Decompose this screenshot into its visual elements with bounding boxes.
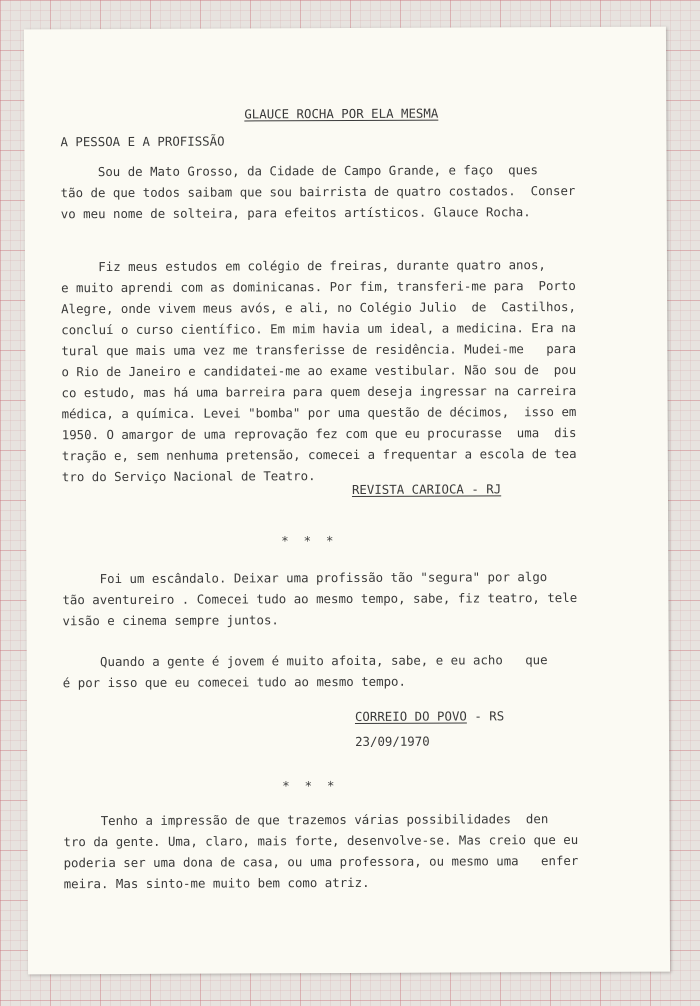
- separator-stars: * * *: [281, 533, 334, 549]
- paragraph-line: Foi um escândalo. Deixar uma profissão tão "segura" por algo: [62, 569, 548, 587]
- paragraph-line: vo meu nome de solteira, para efeitos artísticos. Glauce Rocha.: [60, 204, 531, 222]
- paragraph-line: o Rio de Janeiro e candidatei-me ao exame vestibular. Não sou de pou: [61, 361, 577, 380]
- section-heading: A PESSOA E A PROFISSÃO: [60, 133, 225, 150]
- document-title: GLAUCE ROCHA POR ELA MESMA: [244, 105, 439, 122]
- paragraph-line: tão aventureiro . Comecei tudo ao mesmo tempo, sabe, fiz teatro, tele: [62, 589, 578, 608]
- paragraph-line: tro do Serviço Nacional de Teatro.: [61, 468, 316, 485]
- paragraph-line: 1950. O amargor de uma reprovação fez com que eu procurasse uma dis: [61, 424, 577, 443]
- separator-stars: * * *: [282, 778, 335, 794]
- paragraph-line: Tenho a impressão de que trazemos várias possibilidades den: [63, 811, 549, 829]
- source-correio-do-povo: [355, 710, 504, 723]
- paragraph-line: tro da gente. Uma, claro, mais forte, desenvolve-se. Mas creio que eu: [63, 831, 579, 850]
- paragraph-line: é por isso que eu comecei tudo ao mesmo tempo.: [62, 673, 406, 691]
- paragraph-line: meira. Mas sinto-me muito bem como atriz.: [63, 874, 370, 892]
- source-date: 23/09/1970: [355, 733, 430, 749]
- paragraph-line: concluí o curso científico. Em mim havia um ideal, a medicina. Era na: [61, 319, 577, 338]
- document-page: [24, 27, 670, 975]
- source-revista-carioca: REVISTA CARIOCA - RJ: [351, 481, 502, 497]
- source-name: CORREIO DO POVO: [354, 708, 467, 724]
- paragraph-line: Alegre, onde vivem meus avós, e ali, no Colégio Julio de Castilhos,: [61, 298, 576, 317]
- source-state: - RS: [466, 708, 505, 724]
- paragraph-line: Sou de Mato Grosso, da Cidade de Campo Grande, e faço ques: [60, 162, 539, 180]
- paragraph-line: co estudo, mas há uma barreira para quem deseja ingressar na carreira: [61, 382, 577, 401]
- paragraph-line: Fiz meus estudos em colégio de freiras, durante quatro anos,: [60, 257, 546, 275]
- paragraph-line: tração e, sem nenhuma pretensão, comecei a frequentar a escola de tea: [61, 445, 577, 464]
- paragraph-line: e muito aprendi com as dominicanas. Por fim, transferi-me para Porto: [61, 277, 576, 296]
- paragraph-line: tural que mais uma vez me transferisse de residência. Mudei-me para: [61, 340, 577, 359]
- paragraph-line: tão de que todos saibam que sou bairrista de quatro costados. Conser: [60, 183, 576, 201]
- paragraph-line: Quando a gente é jovem é muito afoita, sabe, e eu acho que: [62, 652, 548, 670]
- paragraph-line: poderia ser uma dona de casa, ou uma professora, ou mesmo uma enfer: [63, 852, 579, 871]
- paragraph-line: visão e cinema sempre juntos.: [62, 612, 279, 629]
- paragraph-line: médica, a química. Levei "bomba" por uma questão de décimos, isso em: [61, 403, 577, 422]
